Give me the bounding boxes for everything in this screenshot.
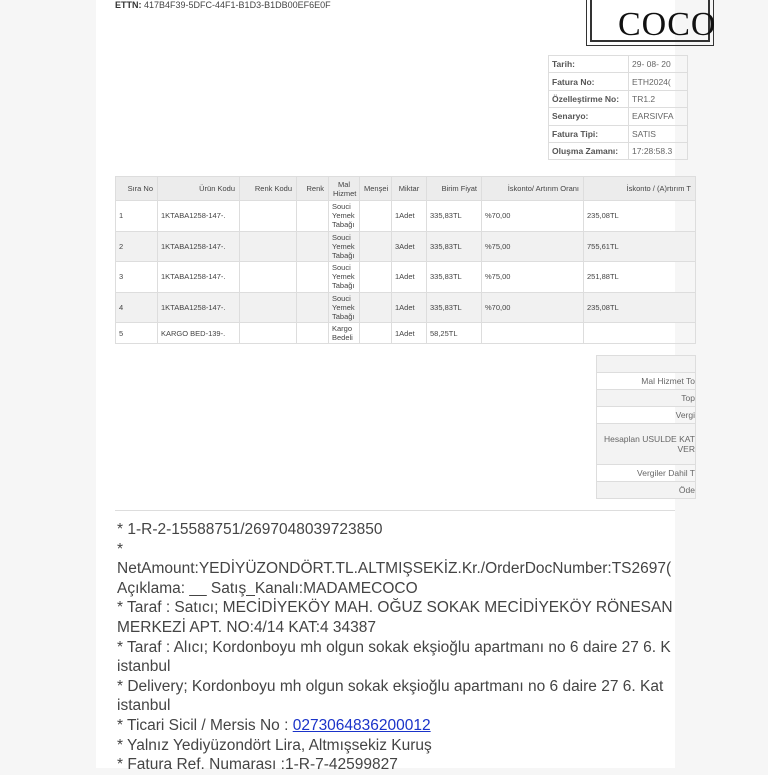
info-row: [549, 125, 688, 142]
table-cell: [360, 231, 392, 262]
totals-label: [597, 356, 696, 373]
note-line: * Fatura Ref. Numarası :1-R-7-42599827: [117, 756, 398, 774]
table-cell: 2: [116, 231, 158, 262]
table-cell: 58,25TL: [427, 323, 482, 344]
table-row: [116, 292, 696, 323]
table-cell: %75,00: [482, 231, 584, 262]
table-cell: [240, 201, 297, 232]
table-cell: 335,83TL: [427, 262, 482, 293]
table-cell: [360, 323, 392, 344]
table-cell: [240, 292, 297, 323]
table-cell: Souci Yemek Tabağı: [329, 262, 360, 293]
note-line: * Taraf : Alıcı; Kordonboyu mh olgun sokak ekşioğlu apartmanı no 6 daire 27 6. K: [117, 638, 671, 656]
table-cell: [360, 292, 392, 323]
info-label: Fatura Tipi:: [549, 125, 629, 142]
items-table: [115, 176, 696, 344]
note-line: NetAmount:YEDİYÜZONDÖRT.TL.ALTMIŞSEKİZ.Kr./OrderDocNumber:TS2697(: [117, 560, 672, 578]
table-cell: KARGO BED-139-.: [158, 323, 240, 344]
invoice-info-table: [548, 55, 688, 160]
invoice-document: [96, 0, 717, 774]
totals-label: Mal Hizmet To: [597, 373, 696, 390]
ettn: [115, 0, 331, 10]
logo-text: COCO: [618, 6, 717, 43]
info-value: ETH2024(: [629, 73, 688, 90]
totals-row: [597, 373, 696, 390]
table-cell: Souci Yemek Tabağı: [329, 292, 360, 323]
column-header: Sıra No: [116, 177, 158, 201]
table-cell: Souci Yemek Tabağı: [329, 231, 360, 262]
notes: [117, 520, 717, 775]
table-cell: [240, 323, 297, 344]
note-line: MERKEZİ APT. NO:4/14 KAT:4 34387: [117, 618, 377, 636]
info-value: SATIS: [629, 125, 688, 142]
table-row: [116, 201, 696, 232]
mersis-label: * Ticari Sicil / Mersis No :: [117, 716, 293, 734]
column-header: İskonto / (A)rtırım T: [584, 177, 696, 201]
table-cell: 1Adet: [392, 262, 427, 293]
info-label: Oluşma Zamanı:: [549, 142, 629, 159]
table-cell: Kargo Bedeli: [329, 323, 360, 344]
table-cell: 1Adet: [392, 323, 427, 344]
table-cell: [297, 323, 329, 344]
table-cell: 335,83TL: [427, 231, 482, 262]
table-cell: 235,08TL: [584, 201, 696, 232]
column-header: Miktar: [392, 177, 427, 201]
table-cell: 235,08TL: [584, 292, 696, 323]
table-cell: 1: [116, 201, 158, 232]
table-cell: 335,83TL: [427, 292, 482, 323]
totals-row: [597, 356, 696, 373]
note-line: Açıklama: __ Satış_Kanalı:MADAMECOCO: [117, 579, 418, 597]
table-cell: [297, 201, 329, 232]
table-cell: [297, 262, 329, 293]
table-cell: %70,00: [482, 201, 584, 232]
table-cell: 251,88TL: [584, 262, 696, 293]
totals-row: [597, 407, 696, 424]
table-row: [116, 323, 696, 344]
note-line: * Taraf : Satıcı; MECİDİYEKÖY MAH. OĞUZ SOKAK MECİDİYEKÖY RÖNESAN: [117, 599, 673, 617]
info-label: Özelleştirme No:: [549, 90, 629, 107]
mersis-link[interactable]: 0273064836200012: [292, 716, 431, 734]
totals-row: [597, 465, 696, 482]
totals-row: [597, 390, 696, 407]
note-line: istanbul: [117, 697, 171, 715]
column-header: Ürün Kodu: [158, 177, 240, 201]
note-line: [117, 716, 717, 736]
ettn-value: 417B4F39-5DFC-44F1-B1D3-B1DB00EF6E0F: [144, 0, 331, 10]
table-cell: [482, 323, 584, 344]
table-cell: [240, 262, 297, 293]
info-row: [549, 56, 688, 73]
totals-label: Hesaplan USULDE KAT VER: [597, 424, 696, 465]
table-cell: %75,00: [482, 262, 584, 293]
table-row: [116, 231, 696, 262]
table-cell: 4: [116, 292, 158, 323]
info-label: Fatura No:: [549, 73, 629, 90]
note-line: *: [117, 540, 124, 558]
table-cell: 3Adet: [392, 231, 427, 262]
table-cell: 3: [116, 262, 158, 293]
table-cell: 335,83TL: [427, 201, 482, 232]
table-cell: 1KTABA1258-147-.: [158, 231, 240, 262]
totals-label: Vergiler Dahil T: [597, 465, 696, 482]
brand-logo: [590, 0, 717, 43]
info-row: [549, 108, 688, 125]
ettn-label: ETTN:: [115, 0, 142, 10]
table-cell: %70,00: [482, 292, 584, 323]
table-cell: 1KTABA1258-147-.: [158, 292, 240, 323]
totals-row: [597, 424, 696, 465]
note-line: istanbul: [117, 658, 171, 676]
table-cell: 1KTABA1258-147-.: [158, 201, 240, 232]
info-value: 29- 08- 20: [629, 56, 688, 73]
column-header: Renk Kodu: [240, 177, 297, 201]
column-header: Renk: [297, 177, 329, 201]
table-cell: [297, 231, 329, 262]
totals-table: [596, 355, 696, 499]
table-cell: [360, 201, 392, 232]
table-cell: 5: [116, 323, 158, 344]
info-value: EARSIVFA: [629, 108, 688, 125]
totals-label: Öde: [597, 482, 696, 499]
totals-label: Vergi: [597, 407, 696, 424]
info-value: 17:28:58.3: [629, 142, 688, 159]
divider: [115, 510, 675, 511]
info-value: TR1.2: [629, 90, 688, 107]
info-label: Tarih:: [549, 56, 629, 73]
column-header: İskonto/ Artırım Oranı: [482, 177, 584, 201]
info-row: [549, 90, 688, 107]
table-cell: [360, 262, 392, 293]
table-cell: 1Adet: [392, 292, 427, 323]
table-cell: [240, 231, 297, 262]
table-cell: Souci Yemek Tabağı: [329, 201, 360, 232]
table-cell: 755,61TL: [584, 231, 696, 262]
column-header: Mal Hizmet: [329, 177, 360, 201]
table-cell: [297, 292, 329, 323]
column-header: Menşei: [360, 177, 392, 201]
table-row: [116, 262, 696, 293]
totals-label: Top: [597, 390, 696, 407]
note-line: * Delivery; Kordonboyu mh olgun sokak ekşioğlu apartmanı no 6 daire 27 6. Kat: [117, 677, 664, 695]
table-cell: 1Adet: [392, 201, 427, 232]
note-line: * Yalnız Yediyüzondört Lira, Altmışsekiz Kuruş: [117, 736, 432, 754]
info-row: [549, 73, 688, 90]
table-cell: [584, 323, 696, 344]
info-row: [549, 142, 688, 159]
column-header: Birim Fiyat: [427, 177, 482, 201]
totals-row: [597, 482, 696, 499]
note-line: * 1-R-2-15588751/2697048039723850: [117, 521, 383, 538]
table-cell: 1KTABA1258-147-.: [158, 262, 240, 293]
info-label: Senaryo:: [549, 108, 629, 125]
